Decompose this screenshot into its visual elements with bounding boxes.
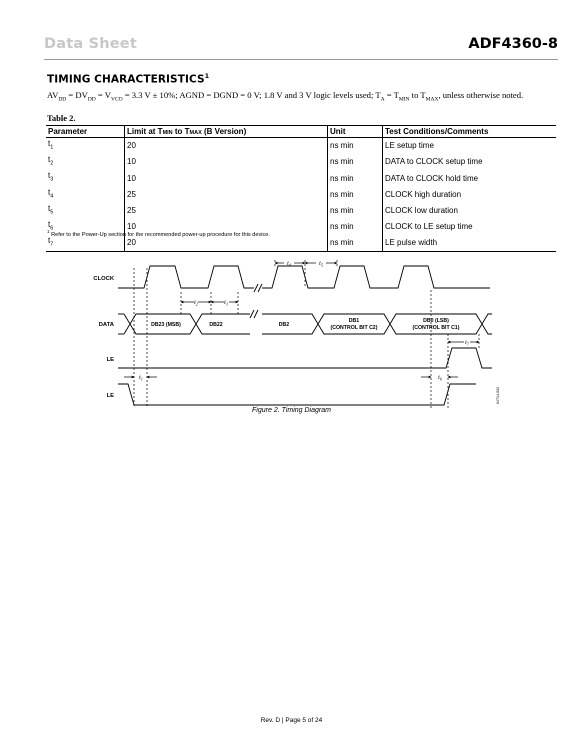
col-unit: Unit bbox=[328, 126, 383, 138]
cond-max: MAX bbox=[425, 96, 439, 103]
timing-diagram bbox=[0, 250, 583, 410]
cond-dd-2: DD bbox=[87, 96, 96, 103]
table-header-row bbox=[46, 126, 556, 138]
table-row bbox=[46, 203, 556, 219]
cond-eq-t: = T bbox=[384, 90, 399, 100]
table-row bbox=[46, 138, 556, 155]
cell-limit: 25 bbox=[125, 203, 328, 219]
cell-unit: ns min bbox=[328, 235, 383, 252]
table-footnote bbox=[47, 229, 270, 238]
cond-to-t: to T bbox=[409, 90, 426, 100]
table-row bbox=[46, 154, 556, 170]
cell-condition: CLOCK low duration bbox=[383, 203, 557, 219]
footnote-mark: 1 bbox=[47, 229, 50, 234]
cell-param: $t_5$ bbox=[48, 203, 54, 216]
cell-unit: ns min bbox=[328, 187, 383, 203]
bit-db1-name: DB1 bbox=[348, 318, 360, 324]
figure-code: 04714-002 bbox=[496, 386, 500, 404]
section-title-footnote-ref: 1 bbox=[204, 72, 210, 80]
cell-param: $t_4$ bbox=[48, 187, 54, 200]
cond-end: , unless otherwise noted. bbox=[438, 90, 524, 100]
col-limit-min: MIN bbox=[162, 130, 173, 136]
cond-a: A bbox=[380, 96, 385, 103]
header-rule bbox=[44, 59, 558, 60]
cell-limit: 10 bbox=[125, 154, 328, 170]
cond-dv: = DV bbox=[66, 90, 88, 100]
section-title-text: TIMING CHARACTERISTICS bbox=[47, 73, 205, 86]
table-caption: Table 2. bbox=[47, 113, 76, 123]
cell-param: $t_2$ bbox=[48, 155, 54, 167]
page-footer: Rev. D | Page 5 of 24 bbox=[260, 717, 323, 724]
timing-label-t2: $t_2$ bbox=[194, 300, 198, 307]
cell-unit: ns min bbox=[328, 138, 383, 155]
le2-waveform bbox=[118, 384, 476, 405]
page-header bbox=[44, 34, 558, 56]
cond-min: MIN bbox=[398, 96, 410, 103]
cell-condition: DATA to CLOCK hold time bbox=[383, 170, 557, 186]
cell-condition: LE pulse width bbox=[383, 235, 557, 252]
timing-label-t3: $t_3$ bbox=[224, 300, 228, 307]
cond-dd-1: DD bbox=[58, 96, 67, 103]
cond-vco: VCO bbox=[110, 96, 123, 103]
test-conditions bbox=[47, 90, 523, 103]
cond-av: AV bbox=[47, 90, 59, 100]
cell-param: $t_3$ bbox=[48, 171, 54, 183]
cell-condition: DATA to CLOCK setup time bbox=[383, 154, 557, 170]
signal-label-le2: LE bbox=[106, 393, 114, 399]
cell-condition: CLOCK to LE setup time bbox=[383, 219, 557, 235]
cell-param: $t_7$ bbox=[46, 235, 125, 252]
footnote-text: Refer to the Power-Up section for the recommended power-up procedure for this device. bbox=[49, 231, 270, 238]
signal-label-clock: CLOCK bbox=[93, 276, 114, 282]
cell-unit: ns min bbox=[328, 203, 383, 219]
col-limit-post: (B Version) bbox=[201, 127, 247, 136]
col-limit bbox=[125, 126, 328, 138]
timing-label-t1: $t_1$ bbox=[139, 375, 143, 382]
cond-v: = V bbox=[95, 90, 111, 100]
cell-unit: ns min bbox=[328, 219, 383, 235]
bit-db23: DB23 (MSB) bbox=[151, 322, 181, 328]
table-row bbox=[46, 170, 556, 186]
signal-label-le1: LE bbox=[106, 357, 114, 363]
cell-condition: CLOCK high duration bbox=[383, 187, 557, 203]
cell-limit: 20 bbox=[125, 235, 328, 252]
bit-db2: DB2 bbox=[278, 322, 290, 328]
timing-label-t5: $t_5$ bbox=[319, 261, 323, 268]
bit-db22: DB22 bbox=[209, 322, 223, 328]
cell-limit: 25 bbox=[125, 187, 328, 203]
cell-limit: 10 bbox=[125, 170, 328, 186]
bit-db0-name: DB0 (LSB) bbox=[423, 318, 449, 324]
col-conditions: Test Conditions/Comments bbox=[383, 126, 557, 138]
clock-waveform bbox=[118, 266, 490, 292]
cell-condition: LE setup time bbox=[383, 138, 557, 155]
cell-param: $t_1$ bbox=[48, 139, 54, 151]
col-parameter: Parameter bbox=[46, 126, 125, 138]
signal-label-data: DATA bbox=[98, 322, 114, 328]
col-limit-to: to T bbox=[172, 127, 190, 136]
header-doc-type: Data Sheet bbox=[44, 36, 137, 52]
timing-label-t4: $t_4$ bbox=[287, 261, 291, 268]
bit-db1-control: (CONTROL BIT C2) bbox=[330, 325, 378, 331]
cell-limit: 10 bbox=[125, 219, 328, 235]
cell-limit: 20 bbox=[125, 138, 328, 155]
bit-db0-control: (CONTROL BIT C1) bbox=[412, 325, 460, 331]
timing-label-t7: $t_7$ bbox=[465, 340, 469, 347]
cond-values: = 3.3 V ± 10%; AGND = DGND = 0 V; 1.8 V and 3 V logic levels used; T bbox=[122, 90, 381, 100]
cell-unit: ns min bbox=[328, 154, 383, 170]
le1-waveform bbox=[118, 348, 492, 368]
cell-unit: ns min bbox=[328, 170, 383, 186]
cell-param: $t_6$ bbox=[48, 219, 54, 232]
timing-label-t6: $t_6$ bbox=[438, 375, 442, 382]
section-title bbox=[47, 72, 209, 86]
col-limit-pre: Limit at T bbox=[127, 127, 163, 136]
table-row bbox=[46, 187, 556, 203]
col-limit-max: MAX bbox=[189, 130, 202, 136]
header-part-number: ADF4360-8 bbox=[468, 36, 558, 52]
figure-caption: Figure 2. Timing Diagram bbox=[252, 407, 331, 414]
